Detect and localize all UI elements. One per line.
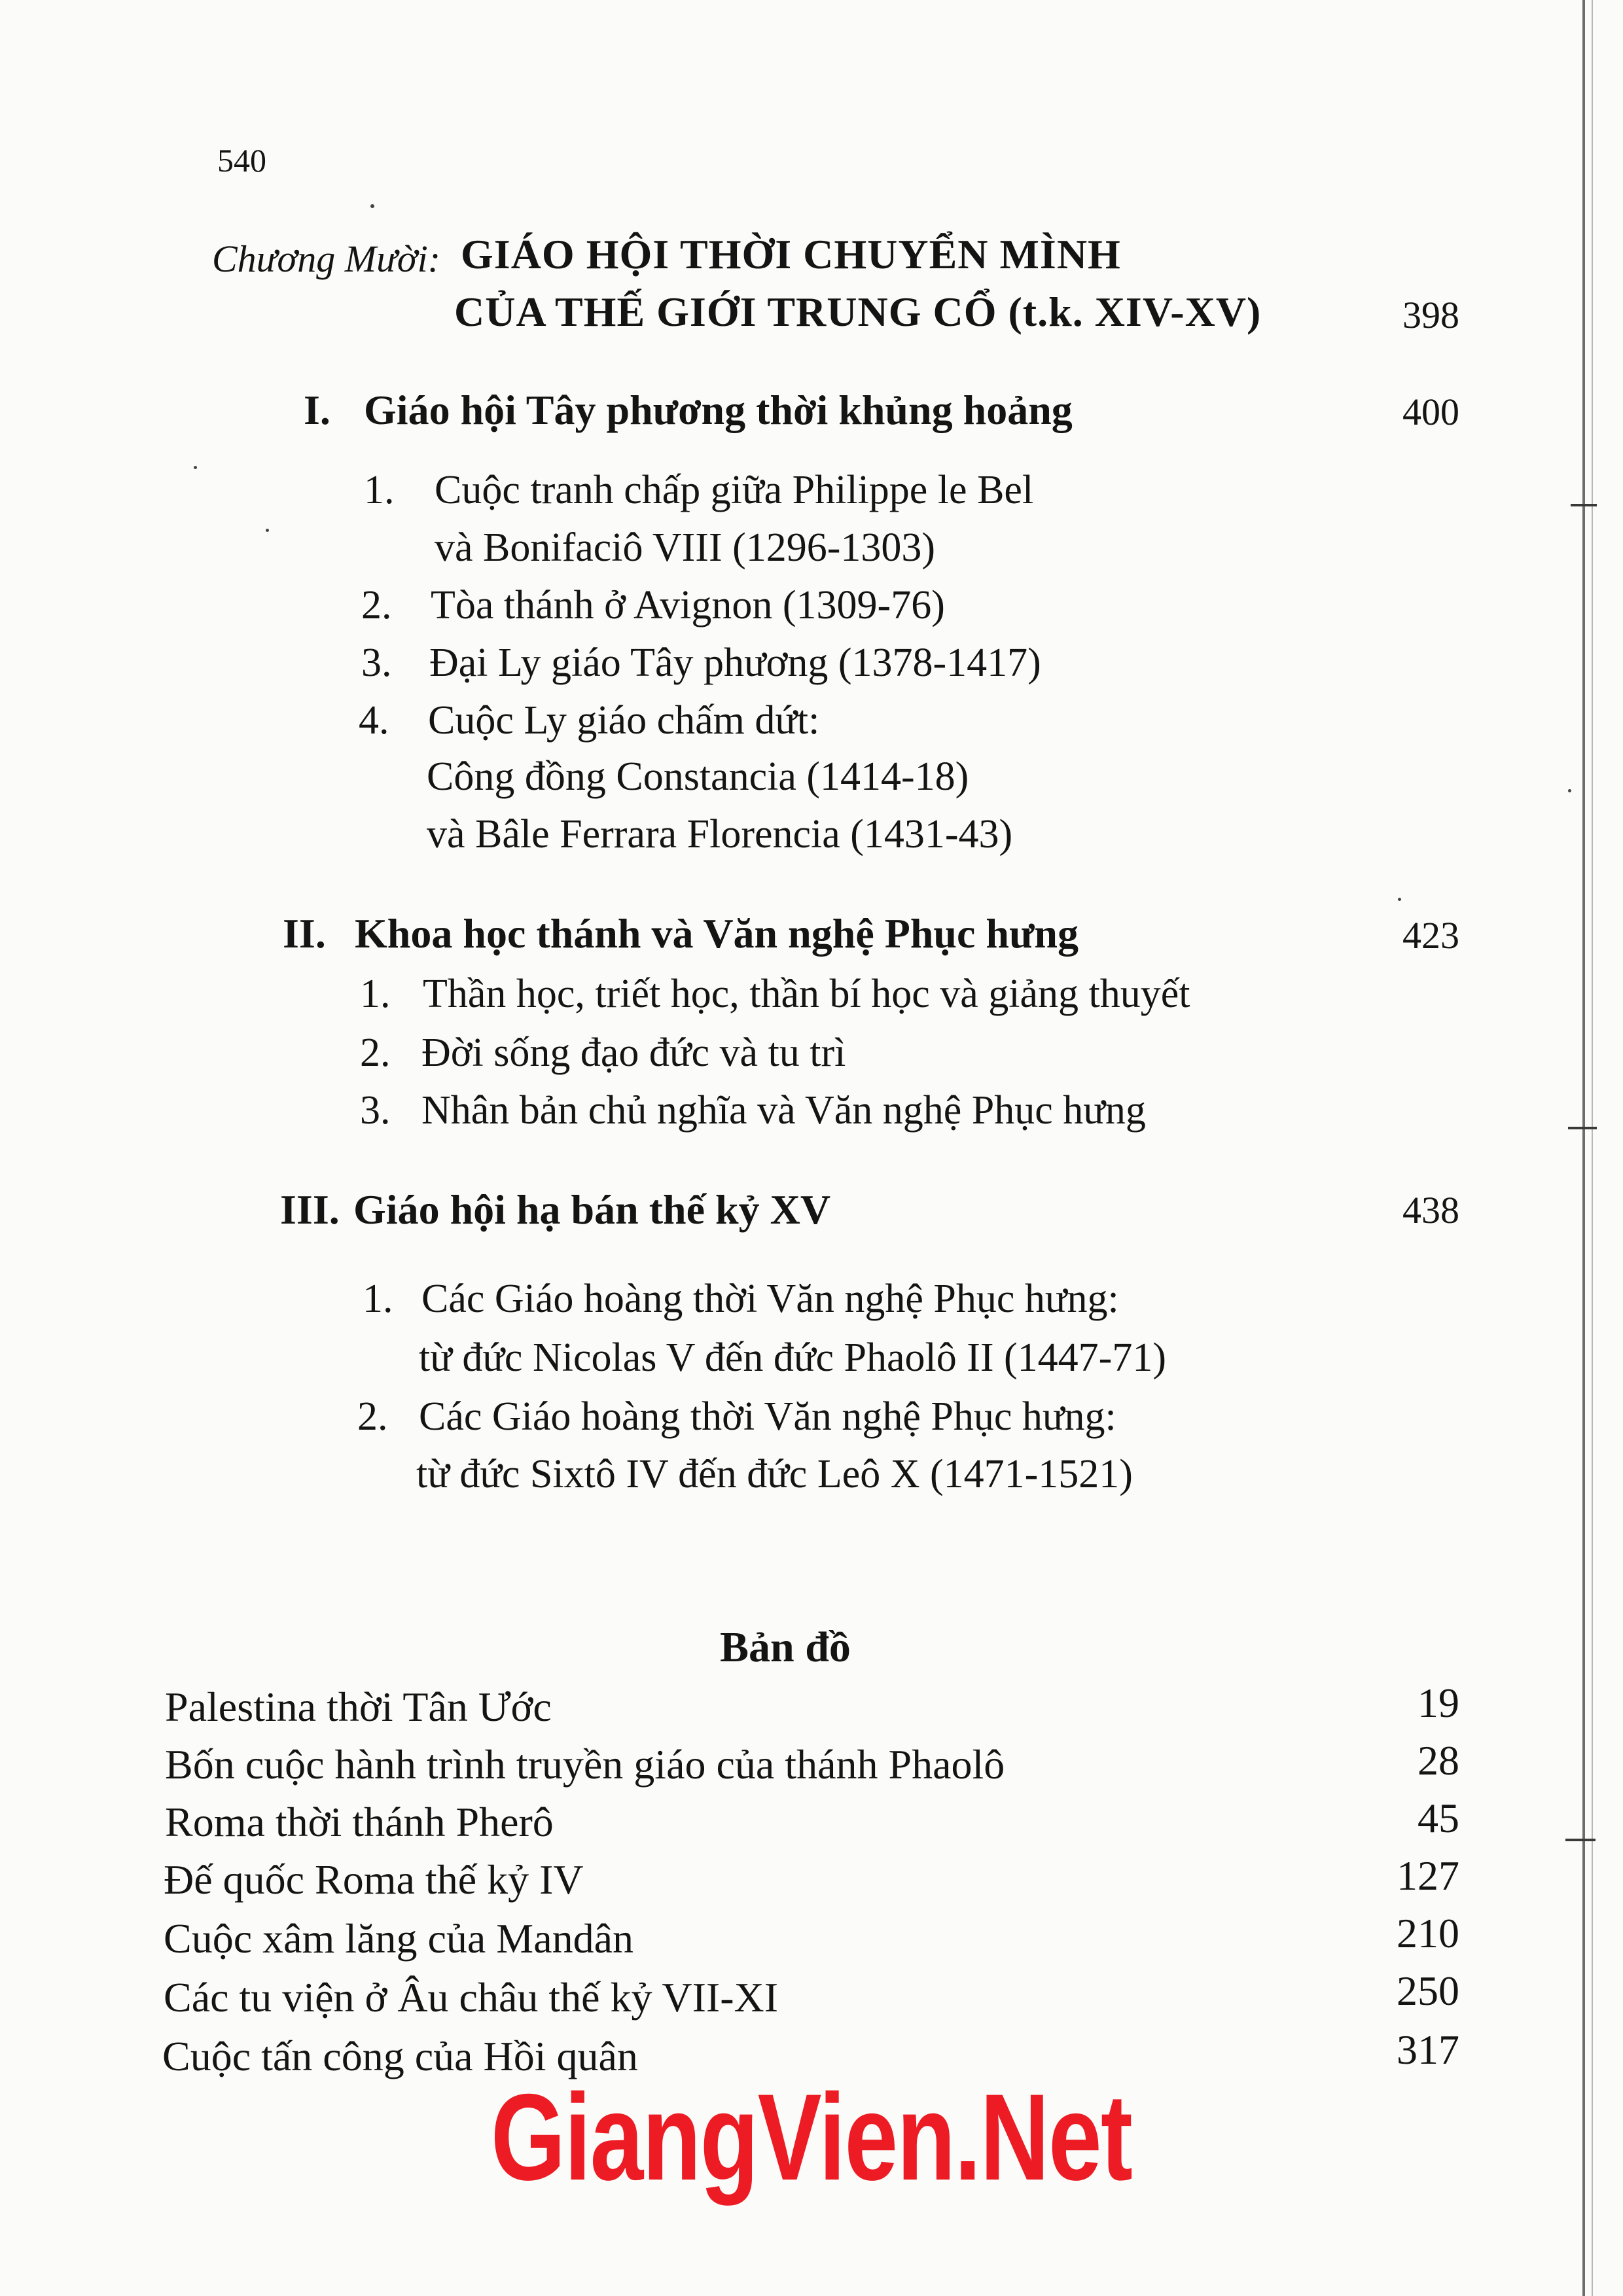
map-entry-page: 127 (1397, 1852, 1459, 1899)
item-number: 2. (361, 583, 392, 627)
chapter-title-line2: CỦA THẾ GIỚI TRUNG CỔ (t.k. XIV-XV) (454, 289, 1262, 335)
maps-heading: Bản đồ (720, 1623, 851, 1671)
item-number: 3. (361, 641, 392, 685)
item-text: Cuộc Ly giáo chấm dứt: (428, 698, 820, 743)
map-entry-page: 45 (1418, 1795, 1459, 1841)
scan-speck (1568, 789, 1571, 792)
chapter-page-number: 398 (1402, 294, 1459, 336)
map-entry-page: 28 (1418, 1737, 1459, 1784)
item-text: Công đồng Constancia (1414-18) (427, 754, 969, 799)
item-number: 2. (360, 1031, 391, 1075)
page-number: 540 (217, 142, 266, 179)
section-3-title: Giáo hội hạ bán thế kỷ XV (353, 1186, 831, 1233)
item-text: Cuộc tranh chấp giữa Philippe le Bel (435, 468, 1034, 512)
section-3-page: 438 (1402, 1189, 1459, 1231)
scan-speck (266, 529, 269, 532)
item-text: Thần học, triết học, thần bí học và giảng thuyết (423, 972, 1190, 1016)
item-number: 1. (363, 1277, 393, 1321)
section-2-numeral: II. (283, 910, 326, 957)
item-text: và Bâle Ferrara Florencia (1431-43) (427, 812, 1013, 857)
item-text: Các Giáo hoàng thời Văn nghệ Phục hưng: (421, 1277, 1119, 1321)
section-2-title: Khoa học thánh và Văn nghệ Phục hưng (355, 910, 1079, 957)
map-entry-title: Roma thời thánh Pherô (165, 1799, 554, 1845)
section-2-page: 423 (1402, 914, 1459, 957)
scan-speck (194, 466, 197, 469)
item-number: 1. (360, 972, 391, 1016)
section-1-page: 400 (1402, 391, 1459, 433)
item-number: 2. (357, 1394, 388, 1439)
section-3-numeral: III. (280, 1186, 340, 1233)
item-text: từ đức Sixtô IV đến đức Leô X (1471-1521) (416, 1452, 1133, 1496)
watermark-text: GiangVien.Net (491, 2068, 1132, 2206)
page-edge-shadow (1592, 0, 1593, 2296)
item-number: 3. (360, 1088, 391, 1133)
map-entry-title: Cuộc xâm lăng của Mandân (164, 1915, 633, 1962)
scan-tick-mark (1565, 1839, 1596, 1841)
item-text: Tòa thánh ở Avignon (1309-76) (431, 583, 945, 627)
item-text: từ đức Nicolas V đến đức Phaolô II (1447-71) (419, 1335, 1166, 1380)
scan-speck (370, 204, 374, 208)
chapter-prefix: Chương Mười: (212, 238, 441, 280)
map-entry-title: Các tu viện ở Âu châu thế kỷ VII-XI (164, 1974, 779, 2021)
item-number: 4. (359, 698, 389, 743)
section-1-title: Giáo hội Tây phương thời khủng hoảng (364, 387, 1073, 433)
scan-tick-mark (1571, 504, 1597, 506)
item-text: Đại Ly giáo Tây phương (1378-1417) (429, 641, 1041, 685)
scan-tick-mark (1568, 1127, 1597, 1129)
item-text: và Bonifaciô VIII (1296-1303) (435, 525, 936, 570)
map-entry-title: Cuộc tấn công của Hồi quân (162, 2033, 638, 2079)
map-entry-page: 317 (1397, 2026, 1459, 2073)
item-text: Nhân bản chủ nghĩa và Văn nghệ Phục hưng (421, 1088, 1146, 1133)
scan-speck (1398, 898, 1401, 901)
item-text: Các Giáo hoàng thời Văn nghệ Phục hưng: (419, 1394, 1116, 1439)
map-entry-title: Bốn cuộc hành trình truyền giáo của thánh Phaolô (165, 1741, 1005, 1788)
chapter-title-line1: GIÁO HỘI THỜI CHUYỂN MÌNH (461, 231, 1121, 277)
map-entry-page: 210 (1397, 1910, 1459, 1956)
map-entry-title: Palestina thời Tân Ước (165, 1684, 552, 1730)
map-entry-page: 250 (1397, 1968, 1459, 2014)
map-entry-page: 19 (1418, 1680, 1459, 1726)
section-1-numeral: I. (304, 387, 330, 433)
page-edge-line (1582, 0, 1585, 2296)
map-entry-title: Đế quốc Roma thế kỷ IV (164, 1856, 584, 1903)
item-number: 1. (364, 468, 395, 512)
item-text: Đời sống đạo đức và tu trì (421, 1031, 846, 1075)
